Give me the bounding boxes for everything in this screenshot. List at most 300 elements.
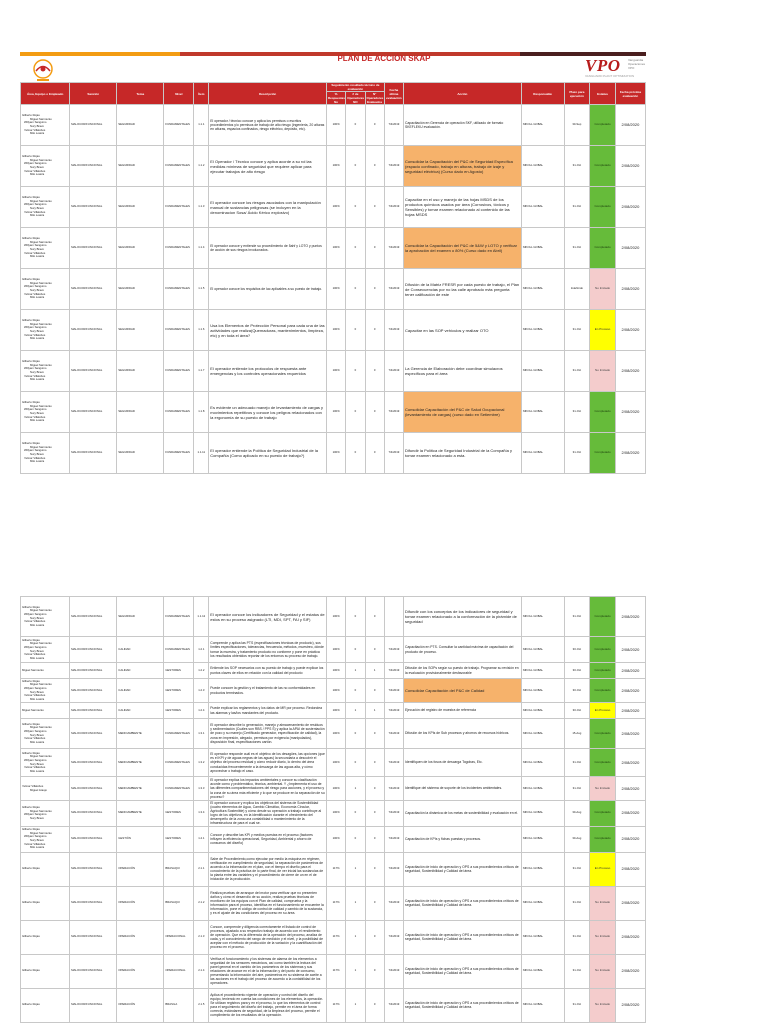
area-person: Milo Loaiza <box>30 622 45 627</box>
table-body-page2 <box>21 597 646 1023</box>
cell-tema: SEGURIDAD <box>117 597 164 637</box>
cell-fecha-proxima: 2/08/2020 <box>615 719 645 749</box>
cell-fecha-ultima: 7/4/2019 <box>384 954 403 988</box>
cell-tema: SEGURIDAD <box>117 146 164 187</box>
area-person: Milo Loaiza <box>30 696 45 701</box>
cell-operadores-evaluados: 0 <box>365 777 384 801</box>
area-person: Gilberto Rojas <box>22 1002 40 1007</box>
area-person: Milo Loaiza <box>30 295 45 300</box>
cell-responsable: NIKOLL GOBAL <box>521 679 564 703</box>
area-person: Gilberto Rojas <box>22 721 40 726</box>
cell-area <box>21 146 70 187</box>
area-person: Willyam Sanguino <box>24 284 47 289</box>
area-person: Willyam Sanguino <box>24 243 47 248</box>
cell-plazo: 30-Oct <box>564 637 590 663</box>
table-row <box>21 801 646 827</box>
cell-plazo: 31-Oct <box>564 597 590 637</box>
cell-item: 1.2.2 <box>194 663 209 679</box>
cell-operadores-evaluados: 0 <box>365 920 384 954</box>
cell-area <box>21 852 70 886</box>
table-row <box>21 703 646 719</box>
cell-fecha-proxima: 2/08/2020 <box>615 703 645 719</box>
cell-respuestas-no: 117% <box>327 988 346 1022</box>
cell-nivel: OPERACIONAL <box>164 954 194 988</box>
area-person: Miguel Sarmiento <box>30 362 52 367</box>
cell-tema: SEGURIDAD <box>117 433 164 474</box>
area-person: Gilberto Rojas <box>22 968 40 973</box>
area-person: Nury Bravo <box>30 124 44 128</box>
cell-descripcion: Realiza pruebas de arranque del motor para verificar que no presenten daños y cómo el desarrollo de su acción, realiza pruebas técnicas de monitoreo de los equipos con el Plan de calidad, comprueba y la información para el proceso, identifica en el funcionamiento se encuentre la información, pone el código de control de calidad y cambio de la sustancia, y es el ajuste de las condiciones del proceso en su área. <box>209 886 327 920</box>
cell-plazo: 30-Oct <box>564 679 590 703</box>
cell-operadores-no: 0 <box>346 679 365 703</box>
area-person: Willyam Sanguino <box>24 644 47 649</box>
area-person: Milo Loaiza <box>30 418 45 423</box>
cell-sancion: MALOCOR/FUNCIONAL <box>70 433 117 474</box>
cell-nivel: OPERACIONAL <box>164 920 194 954</box>
cell-fecha-ultima: 7/4/2019 <box>384 801 403 827</box>
cell-area <box>21 392 70 433</box>
area-person: Gilberto Rojas <box>22 900 40 905</box>
cell-nivel: GESTORES <box>164 703 194 719</box>
cell-descripcion: Conoce y describe las KPI y medios puestas en el proceso (factores influyen la eficiencia operacional, Seguridad, Ambiental y ahorro de consumos del diseño) <box>209 826 327 852</box>
cell-nivel: FUNDAMENTALES <box>164 719 194 749</box>
cell-fecha-ultima: 7/4/2019 <box>384 886 403 920</box>
cell-descripcion: Puede explicar los reglamentos y los datos de MR por proceso. Redondea las alarmas y las/los mandantes del producto. <box>209 703 327 719</box>
status-badge: No Iniciado <box>590 920 616 954</box>
cell-respuestas-no: 100% <box>327 663 346 679</box>
area-person: Gilberto Rojas <box>22 113 40 118</box>
table-row <box>21 433 646 474</box>
area-person: Yelmar Villalobos <box>24 652 46 657</box>
cell-fecha-proxima: 2/08/2020 <box>615 105 645 146</box>
area-person: Nury Bravo <box>30 761 44 766</box>
cell-nivel: FUNDAMENTALES <box>164 749 194 777</box>
cell-item: 1.1.1 <box>194 105 209 146</box>
cell-item: 1.1.11 <box>194 433 209 474</box>
col-estatus: Estatus <box>590 83 616 105</box>
cell-fecha-proxima: 2/08/2020 <box>615 801 645 827</box>
cell-fecha-ultima: 7/4/2019 <box>384 228 403 269</box>
table-row <box>21 269 646 310</box>
area-person: Miguel Sarmiento <box>30 830 52 835</box>
cell-nivel: FUNDAMENTALES <box>164 637 194 663</box>
status-badge: Completado <box>590 228 616 269</box>
cell-accion: Difusión de los KPIs de Sub procesos y ahorros de recursos hídricos. <box>404 719 522 749</box>
cell-area <box>21 351 70 392</box>
table-row <box>21 777 646 801</box>
status-badge: En Proceso <box>590 852 616 886</box>
area-person: Yelmar Villalobos <box>24 414 46 419</box>
cell-accion: Capacitación la dinámica de los metas de sostenibilidad y evaluación en el. <box>404 801 522 827</box>
cell-item: 1.1.2 <box>194 146 209 187</box>
col-nivel: Nivel <box>164 83 194 105</box>
cell-nivel: GESTORES <box>164 801 194 827</box>
area-person: Nury Bravo <box>30 329 44 333</box>
cell-responsable: NIKOLL GOBAL <box>521 777 564 801</box>
cell-accion: Consolidar la Capacitación del P&C de 5&W y LOTO y verificar la aprobación del examen o 80% (Curso dado en Abril) <box>404 228 522 269</box>
cell-operadores-evaluados: 0 <box>365 637 384 663</box>
area-person: Gilberto Rojas <box>22 236 40 241</box>
cell-tema: SEGURIDAD <box>117 310 164 351</box>
cell-area <box>21 597 70 637</box>
status-badge: Completado <box>590 826 616 852</box>
cell-sancion: MALOCOR/FUNCIONAL <box>70 637 117 663</box>
cell-sancion: MALOCOR/FUNCIONAL <box>70 597 117 637</box>
cell-area <box>21 703 70 719</box>
cell-item: 1.1.6 <box>194 310 209 351</box>
status-badge: No Iniciado <box>590 886 616 920</box>
cell-plazo: 31-Oct <box>564 433 590 474</box>
status-badge: Completado <box>590 597 616 637</box>
cell-operadores-evaluados: 0 <box>365 187 384 228</box>
cell-fecha-ultima: 7/4/2019 <box>384 187 403 228</box>
cell-operadores-no: 0 <box>346 310 365 351</box>
cell-operadores-no: 0 <box>346 597 365 637</box>
cell-plazo: 30-Aug <box>564 826 590 852</box>
cell-tema: CALIDAD <box>117 703 164 719</box>
table-row <box>21 988 646 1022</box>
cell-accion: Capacitación en Gerencia de operación SKF, utilizado de formato SKEFLEKU evaluación. <box>404 105 522 146</box>
cell-plazo: 15-Aug <box>564 719 590 749</box>
table-row <box>21 310 646 351</box>
vpo-tagline: VANGUARD PLANT OPTIMIZATION <box>585 74 635 78</box>
area-person: Miguel Sarmiento <box>30 116 52 121</box>
cell-area <box>21 749 70 777</box>
cell-responsable: NIKOLL GOBAL <box>521 801 564 827</box>
cell-fecha-proxima: 2/08/2020 <box>615 310 645 351</box>
cell-sancion: MALOCOR/FUNCIONAL <box>70 146 117 187</box>
cell-nivel: BRASILA <box>164 988 194 1022</box>
area-person: Willyam Sanguino <box>24 120 47 125</box>
cell-item: 2.1.1 <box>194 852 209 886</box>
area-person: Nury Bravo <box>30 815 44 820</box>
table-row <box>21 637 646 663</box>
cell-fecha-ultima: 7/4/2019 <box>384 703 403 719</box>
cell-descripcion: El operador / técnico conoce y aplica los permisos o escritos procedimientos y/o permisos de trabajo de alto riesgo (ingenieria, 20 alturas en alturas, espacios confinados, riesgo eléctrico, depósito, etc). <box>209 105 327 146</box>
area-person: Miguel Sarmiento <box>30 198 52 203</box>
status-badge: Completado <box>590 187 616 228</box>
cell-plazo: 31-Oct <box>564 392 590 433</box>
cell-item: 2.1.4 <box>194 954 209 988</box>
cell-respuestas-no: 100% <box>327 146 346 187</box>
table-row <box>21 228 646 269</box>
cell-item: 1.1.7 <box>194 351 209 392</box>
cell-fecha-ultima <box>384 597 403 637</box>
table-row <box>21 719 646 749</box>
cell-item: 1.2.4 <box>194 703 209 719</box>
cell-responsable: NIKOLL GOBAL <box>521 637 564 663</box>
cell-fecha-ultima: 7/4/2019 <box>384 146 403 187</box>
cell-fecha-proxima: 2/08/2020 <box>615 749 645 777</box>
status-badge: No Iniciado <box>590 954 616 988</box>
area-person: Gilberto Rojas <box>22 750 40 755</box>
cell-fecha-ultima: 7/4/2019 <box>384 749 403 777</box>
cell-operadores-no: 0 <box>346 719 365 749</box>
status-badge: Completado <box>590 105 616 146</box>
status-badge: No Iniciado <box>590 988 616 1022</box>
cell-descripcion: El operador entiende los protocolos de respuesta ante emergencias y los controles operacionales requeridos <box>209 351 327 392</box>
cell-responsable: NIKOLL GOBAL <box>521 228 564 269</box>
cell-fecha-ultima: 7/4/2019 <box>384 351 403 392</box>
cell-sancion: MALOCOR/FUNCIONAL <box>70 679 117 703</box>
cell-fecha-ultima: 7/4/2019 <box>384 637 403 663</box>
area-person: Willyam Sanguino <box>24 812 47 817</box>
area-person: Nury Bravo <box>30 689 44 694</box>
cell-operadores-no: 0 <box>346 228 365 269</box>
col-sancion: Sanción <box>70 83 117 105</box>
action-plan-table-page1 <box>20 82 646 474</box>
cell-responsable: NIKOLL GOBAL <box>521 826 564 852</box>
area-person: Gilberto Rojas <box>22 637 40 642</box>
cell-fecha-proxima: 2/08/2020 <box>615 597 645 637</box>
cell-item: 1.1.3 <box>194 187 209 228</box>
cell-fecha-ultima: 7/4/2019 <box>384 920 403 954</box>
cell-fecha-proxima: 2/08/2020 <box>615 637 645 663</box>
status-badge: Completado <box>590 749 616 777</box>
col-respuestas-no: % Respuestas No <box>328 92 345 104</box>
area-person: Willyam Sanguino <box>24 161 47 166</box>
table-row <box>21 392 646 433</box>
cell-fecha-proxima: 2/08/2020 <box>615 826 645 852</box>
cell-tema: OPERACIÓN <box>117 886 164 920</box>
cell-plazo: 30-Oct <box>564 703 590 719</box>
area-person: Gilberto Rojas <box>22 359 40 364</box>
area-person: Willyam Sanguino <box>24 407 47 412</box>
cell-sancion: MALOCOR/FUNCIONAL <box>70 392 117 433</box>
cell-fecha-proxima: 2/08/2020 <box>615 351 645 392</box>
area-person: Miguel Sarmiento <box>30 682 52 687</box>
cell-operadores-no: 0 <box>346 749 365 777</box>
cell-fecha-proxima: 2/08/2020 <box>615 988 645 1022</box>
area-person: Milo Loaiza <box>30 739 45 744</box>
area-person: Milo Loaiza <box>30 172 45 177</box>
cell-operadores-evaluados: 0 <box>365 392 384 433</box>
status-badge: Completado <box>590 637 616 663</box>
table-body-page1 <box>21 105 646 474</box>
cell-operadores-evaluados: 0 <box>365 749 384 777</box>
vpo-logo-text: VPO <box>585 56 621 75</box>
cell-nivel: FUNDAMENTALES <box>164 777 194 801</box>
cell-fecha-ultima: 7/4/2019 <box>384 392 403 433</box>
cell-respuestas-no: 117% <box>327 954 346 988</box>
cell-descripcion: El operador describe lo generación, manejo y almacenamiento de residuos y sedimentación (Cuáles son RBS / PPS S) y aplica la APAI de sustentación de pozo y su manejo (Certificado generador, especificación de calidad), la zona en impresión, alegado, permisos por exigencia (manipulados), disposición final, especificaciones cartón. <box>209 719 327 749</box>
cell-tema: OPERACIÓN <box>117 920 164 954</box>
table-row <box>21 146 646 187</box>
cell-accion: Consolidar la Capacitación del P&C de Seguridad Específica (espacio confinado, trabajo en alturas, trabajo de izaje y seguridad eléctrica) (Curso dado en Agosto) <box>404 146 522 187</box>
cell-item: 2.1.3 <box>194 920 209 954</box>
cell-tema: CALIDAD <box>117 637 164 663</box>
cell-operadores-no: 0 <box>346 826 365 852</box>
cell-responsable: NIKOLL GOBAL <box>521 269 564 310</box>
cell-area <box>21 954 70 988</box>
cell-respuestas-no: 100% <box>327 637 346 663</box>
col-descripcion: Descripción <box>209 83 327 105</box>
vpo-side-tagline: Vanguardia Operaciones VPO <box>628 58 646 70</box>
area-person: Yelmar Villalobos <box>24 619 46 624</box>
cell-responsable: NIKOLL GOBAL <box>521 351 564 392</box>
cell-responsable: NIKOLL GOBAL <box>521 310 564 351</box>
col-accion: Acción <box>404 83 522 105</box>
cell-responsable: NIKOLL GOBAL <box>521 886 564 920</box>
area-person: Gilberto Rojas <box>22 934 40 939</box>
cell-tema: OPERACIÓN <box>117 852 164 886</box>
status-badge: Completado <box>590 679 616 703</box>
cell-fecha-proxima: 2/08/2020 <box>615 228 645 269</box>
cell-respuestas-no: 100% <box>327 392 346 433</box>
cell-operadores-evaluados: 0 <box>365 269 384 310</box>
status-badge: En Proceso <box>590 310 616 351</box>
cell-respuestas-no: 100% <box>327 228 346 269</box>
area-person: Nury Bravo <box>30 615 44 620</box>
cell-tema: MEDIOAMBIENTE <box>117 749 164 777</box>
cell-fecha-ultima: 7/4/2019 <box>384 826 403 852</box>
cell-nivel: GESTORES <box>164 679 194 703</box>
cell-tema: CALIDAD <box>117 679 164 703</box>
cell-operadores-no: 1 <box>346 777 365 801</box>
cell-respuestas-no: 100% <box>327 749 346 777</box>
cell-area <box>21 920 70 954</box>
cell-responsable: NIKOLL GOBAL <box>521 920 564 954</box>
cell-item: 1.3.1 <box>194 719 209 749</box>
cell-responsable: NIKOLL GOBAL <box>521 433 564 474</box>
cell-item: 1.3.2 <box>194 749 209 777</box>
area-person: Nury Bravo <box>30 288 44 292</box>
cell-area <box>21 105 70 146</box>
col-tema: Tema <box>117 83 164 105</box>
area-person: Willyam Sanguino <box>24 366 47 371</box>
cell-tema: OPERACIÓN <box>117 954 164 988</box>
cell-responsable: NIKOLL GOBAL <box>521 719 564 749</box>
area-person: Yelmar Villalobos <box>24 168 46 173</box>
cell-fecha-proxima: 2/08/2020 <box>615 679 645 703</box>
cell-descripcion: El operador conoce los riesgos asociados con la manipulación manual de sustancias peligrosas (se incluyen en la denominacion Sosa/ Ácido Kérico explosivo) <box>209 187 327 228</box>
area-person: Miguel Araujo <box>30 787 47 792</box>
status-badge: Completado <box>590 392 616 433</box>
cell-responsable: NIKOLL GOBAL <box>521 146 564 187</box>
area-person: Yelmar Villalobos <box>24 209 46 214</box>
cell-respuestas-no: 100% <box>327 269 346 310</box>
cell-operadores-evaluados: 1 <box>365 663 384 679</box>
cell-operadores-no: 1 <box>346 920 365 954</box>
area-person: Yelmar Villalobos <box>24 250 46 255</box>
area-person: Gilberto Rojas <box>22 441 40 446</box>
cell-area <box>21 777 70 801</box>
cell-sancion: MALOCOR/FUNCIONAL <box>70 886 117 920</box>
cell-operadores-no: 0 <box>346 392 365 433</box>
cell-descripcion: El operador responde cuál es el objetivo de los desagües, las opciones (que es el KPI y de aguas negras de las aguas) la secundaria a descubrir el objetivo del proceso residual y cómo reducir diario, lo dentro del área conducidas frecuentemente a la descarga de las aguas alta, y cómo aprovechar o trabajo el caso. <box>209 749 327 777</box>
cell-fecha-proxima: 2/08/2020 <box>615 663 645 679</box>
cell-accion: Capacitación de inicio de operación y OPS a sus procedimientos críticos de seguridad, Sostenibilidad y Calidad del área. <box>404 920 522 954</box>
area-person: Miguel Sarmiento <box>22 707 44 712</box>
cell-descripcion: El operador entiende la Política de Seguridad Industrial de la Compañía (Como aplicado en su puesto de trabajo?) <box>209 433 327 474</box>
cell-operadores-no: 1 <box>346 663 365 679</box>
status-badge: No Iniciado <box>590 777 616 801</box>
area-person: Willyam Sanguino <box>24 834 47 839</box>
cell-operadores-evaluados: 0 <box>365 719 384 749</box>
cell-accion: Capacitación de inicio de operación y OPS a sus procedimientos críticos de seguridad, Sostenibilidad y Calidad del área. <box>404 988 522 1022</box>
cell-fecha-proxima: 2/08/2020 <box>615 886 645 920</box>
area-person: Nury Bravo <box>30 452 44 456</box>
area-person: Gilberto Rojas <box>22 604 40 609</box>
vpo-logo <box>585 56 645 80</box>
area-person: Miguel Sarmiento <box>30 725 52 730</box>
area-person: Milo Loaiza <box>30 459 45 464</box>
cell-operadores-evaluados: 1 <box>365 703 384 719</box>
cell-plazo: 31-Oct <box>564 988 590 1022</box>
area-person: Gilberto Rojas <box>22 678 40 683</box>
area-person: Miguel Sarmiento <box>30 641 52 646</box>
cell-sancion: MALOCOR/FUNCIONAL <box>70 988 117 1022</box>
cell-operadores-evaluados: 0 <box>365 228 384 269</box>
cell-accion: Capacitación de inicio de operación y OPS a sus procedimientos críticos de seguridad, Sostenibilidad y Calidad del área. <box>404 852 522 886</box>
cell-fecha-ultima: 7/4/2019 <box>384 269 403 310</box>
cell-descripcion: El operador conoce y entiende su procedimiento de 5ahf y LOTO y puntos de acción de sus riesgos involucrados. <box>209 228 327 269</box>
cell-area <box>21 637 70 663</box>
status-badge: No Iniciado <box>590 269 616 310</box>
cell-operadores-evaluados: 0 <box>365 351 384 392</box>
cell-area <box>21 663 70 679</box>
area-person: Nury Bravo <box>30 411 44 415</box>
area-person: Gilberto Rojas <box>22 195 40 200</box>
cell-fecha-ultima: 7/4/2019 <box>384 310 403 351</box>
area-person: Willyam Sanguino <box>24 448 47 453</box>
cell-plazo: 31-Oct <box>564 920 590 954</box>
cell-fecha-ultima: 7/4/2019 <box>384 105 403 146</box>
cell-operadores-evaluados: 0 <box>365 105 384 146</box>
cell-responsable: NIKOLL GOBAL <box>521 392 564 433</box>
cell-nivel: FUNDAMENTALES <box>164 310 194 351</box>
cell-item: 1.2.3 <box>194 679 209 703</box>
area-person: Milo Loaiza <box>30 845 45 850</box>
cell-tema: OPERACIÓN <box>117 988 164 1022</box>
cell-item: 1.1.5 <box>194 269 209 310</box>
cell-descripcion: Sabe de Procedimiento,como ejecutar por medio la máquina en régimen, verificación en cumplimiento de seguridad, la separación de parámetros de acuerdo a la información en el plan, con el tiempo el diseño para el conocimiento de la práctica de lo parte final, de ver inicial las sustancias de la planta entre las variables y el procedimiento de cierre de un en el de iniciación de la producción. <box>209 852 327 886</box>
cell-nivel: FUNDAMENTALES <box>164 187 194 228</box>
col-item: Ítem <box>194 83 209 105</box>
action-plan-table-page2 <box>20 596 646 1023</box>
cell-fecha-proxima: 2/08/2020 <box>615 187 645 228</box>
col-group-seguimiento: Seguimiento resultado técnico de evaluación <box>327 83 385 92</box>
table-row <box>21 826 646 852</box>
cell-operadores-no: 1 <box>346 852 365 886</box>
cell-plazo: 31-Oct <box>564 777 590 801</box>
cell-operadores-evaluados: 0 <box>365 852 384 886</box>
area-person: Nury Bravo <box>30 732 44 737</box>
area-person: Nury Bravo <box>30 206 44 210</box>
cell-descripcion: Entiende los SOP necesarios con su puesto de trabajo y puede explicar los puntos claves de ellos en relación con la calidad del producto <box>209 663 327 679</box>
cell-sancion: MALOCOR/FUNCIONAL <box>70 749 117 777</box>
cell-plazo: 31-Oct <box>564 954 590 988</box>
cell-responsable: NIKOLL GOBAL <box>521 105 564 146</box>
cell-plazo: 31-Oct <box>564 351 590 392</box>
area-person: Miguel Sarmiento <box>22 667 44 672</box>
area-person: Yelmar Villalobos <box>24 736 46 741</box>
cell-operadores-no: 1 <box>346 886 365 920</box>
area-person: Milo Loaiza <box>30 336 45 341</box>
cell-accion: La Gerencia de Elaboración debe coordinar simulacros específicos para el área <box>404 351 522 392</box>
cell-area <box>21 433 70 474</box>
cell-operadores-evaluados: 0 <box>365 597 384 637</box>
cell-item: 1.1.4 <box>194 228 209 269</box>
cell-accion: Consolidar Capacitación del P&C de Salud Ocupacional (levantamiento de cargas) (curso dado en Setiembre) <box>404 392 522 433</box>
cell-respuestas-no: 100% <box>327 187 346 228</box>
col-plazo: Plazo para ejecución <box>564 83 590 105</box>
cell-plazo: 31-Oct <box>564 228 590 269</box>
cell-nivel: FUNDAMENTALES <box>164 433 194 474</box>
area-person: Gilberto Rojas <box>22 827 40 832</box>
area-person: Willyam Sanguino <box>24 202 47 207</box>
cell-respuestas-no: 100% <box>327 351 346 392</box>
